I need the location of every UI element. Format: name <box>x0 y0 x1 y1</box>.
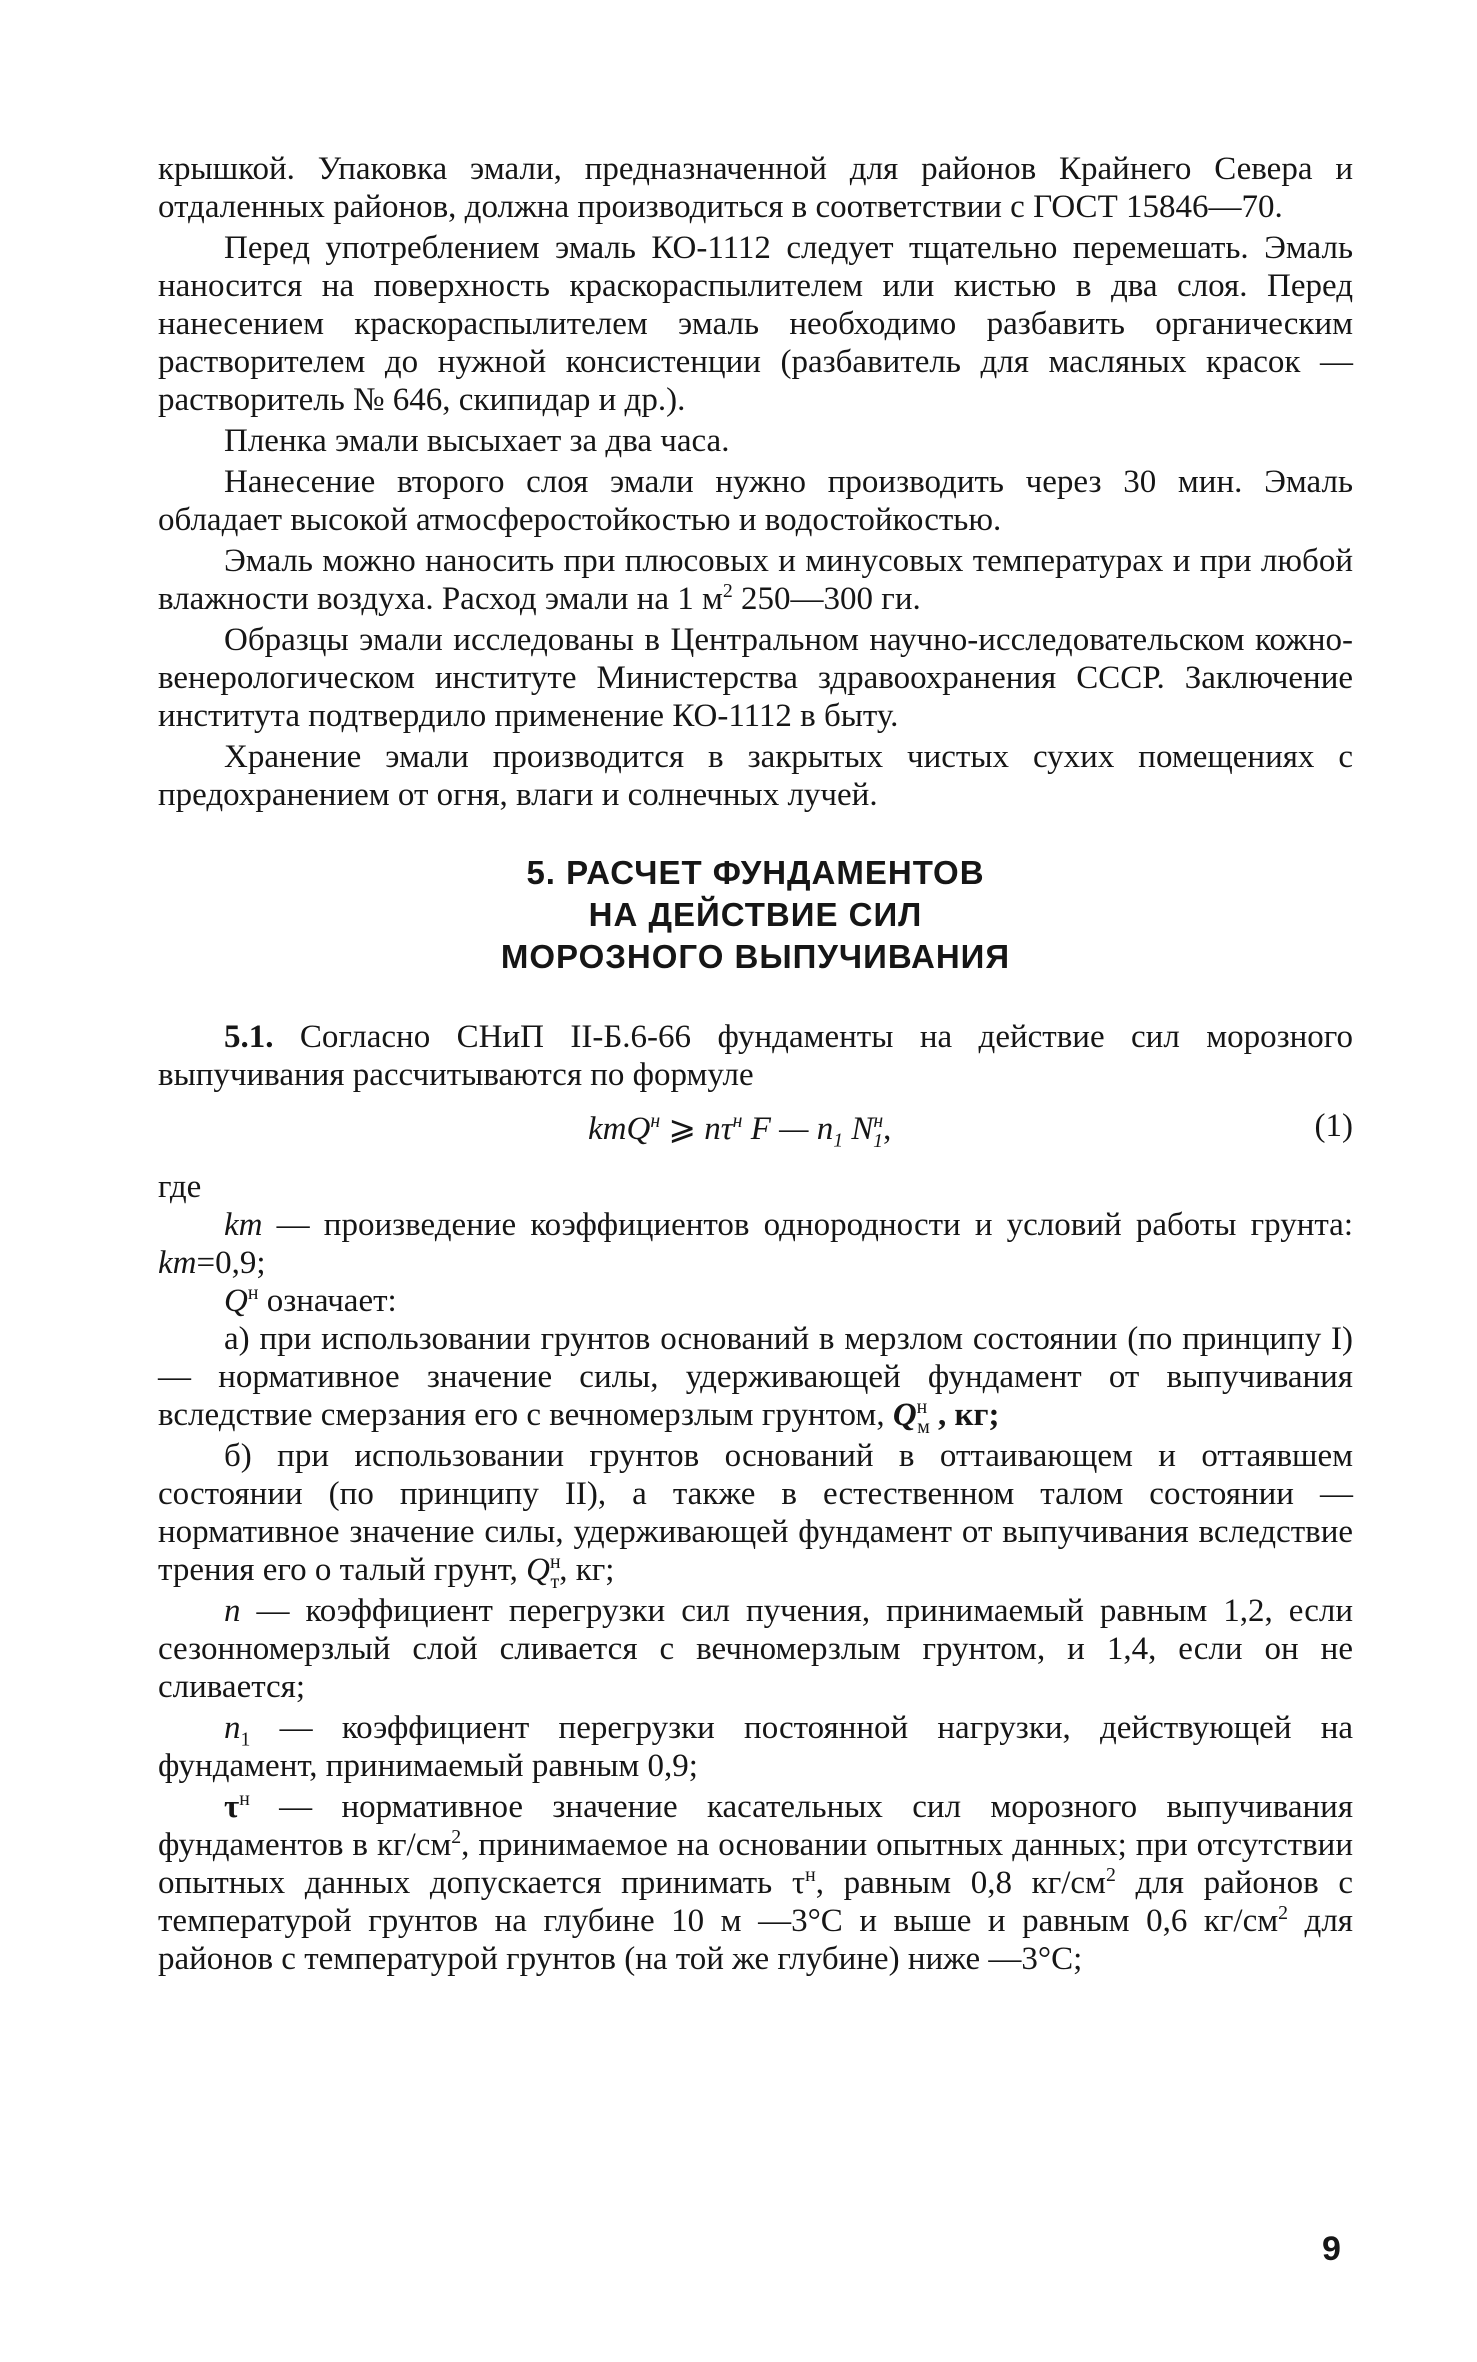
definition-q <box>158 1282 1353 1320</box>
heading-line: 5. РАСЧЕТ ФУНДАМЕНТОВ <box>526 854 985 891</box>
text-span: — нормативное значение касательных сил морозного выпучивания фундаментов в кг/см <box>158 1789 1353 1863</box>
term: n <box>224 1593 241 1629</box>
subscript: м <box>917 1415 930 1438</box>
unit: , кг; <box>559 1552 615 1588</box>
unit: , кг; <box>929 1397 1000 1433</box>
formula-number: (1) <box>1314 1108 1353 1144</box>
term: n <box>224 1710 241 1746</box>
superscript: 2 <box>451 1826 462 1848</box>
subscript: т <box>550 1570 560 1593</box>
formula-operator: ⩾ <box>660 1111 705 1147</box>
definition-a <box>158 1320 1353 1438</box>
formula-part: , <box>883 1111 892 1147</box>
where-label: где <box>158 1169 202 1205</box>
formula-part: nτ <box>704 1111 733 1147</box>
text-span: для районов с температурой грунтов на глубине 10 м —3°С и выше и равным 0,6 кг/см <box>158 1865 1353 1939</box>
superscript: н <box>805 1864 816 1886</box>
section-number: 5.1. <box>224 1019 274 1055</box>
superscript: н <box>732 1110 743 1132</box>
subscript: 1 <box>833 1129 844 1152</box>
text-span: Эмаль можно наносить при плюсовых и минусовых температурах и при любой влажности воздуха. Расход эмали на 1 м <box>158 543 1353 617</box>
paragraph: Нанесение второго слоя эмали нужно производить через 30 мин. Эмаль обладает высокой атмосферостойкостью и водостойкостью. <box>158 464 1353 538</box>
subscript: 1 <box>240 1728 251 1751</box>
text-span: б) при использовании грунтов оснований в оттаивающем и оттаявшем состоянии (по принципу II), а также в естественном талом состоянии — нормативное значение силы, удерживающей фундамент от выпучивания вследствие трения его о талый грунт, <box>158 1438 1353 1588</box>
paragraph-consumption <box>158 542 1353 618</box>
paragraph: крышкой. Упаковка эмали, предназначенной для районов Крайнего Севера и отдаленных районов, должна производиться в соответствии с ГОСТ 15846—70. <box>158 151 1353 225</box>
section-heading <box>158 852 1353 978</box>
text-span: Согласно СНиП II-Б.6-66 фундаменты на действие сил морозного выпучивания рассчитываются по формуле <box>158 1019 1353 1093</box>
superscript: 2 <box>1105 1864 1116 1886</box>
definition-b <box>158 1437 1353 1593</box>
text-span: — коэффициент перегрузки постоянной нагрузки, действующей на фундамент, принимаемый равным 0,9; <box>158 1710 1353 1784</box>
text-span: , принимаемое на основании опытных данных; при отсутствии опытных данных допускается принимать τ <box>158 1827 1354 1901</box>
term: Q <box>892 1397 917 1433</box>
section-paragraph <box>158 1018 1353 1094</box>
superscript: н <box>916 1396 928 1418</box>
text-span: , равным 0,8 кг/см <box>815 1865 1106 1901</box>
term: km <box>224 1207 263 1243</box>
paragraph: Пленка эмали высыхает за два часа. <box>224 423 730 459</box>
superscript: н <box>650 1110 661 1132</box>
formula-part: N <box>843 1111 874 1147</box>
superscript: н <box>247 1282 259 1304</box>
term: Q <box>526 1552 550 1588</box>
text-span: =0,9; <box>196 1245 266 1281</box>
superscript: 2 <box>722 580 733 602</box>
text-span: 250—300 ги. <box>732 581 921 617</box>
formula-part: kmQ <box>588 1111 651 1147</box>
paragraph: Образцы эмали исследованы в Центральном научно-исследовательском кожно-венерологическом институте Министерства здравоохранения СССР. Заключение института подтвердило применение КО-1112 в быту. <box>158 622 1353 734</box>
subscript: 1 <box>873 1129 884 1152</box>
term: τ <box>224 1789 240 1825</box>
text-span: для районов с температурой грунтов (на той же глубине) ниже —3°С; <box>158 1903 1353 1977</box>
definition-km <box>158 1206 1353 1282</box>
superscript: н <box>239 1788 250 1810</box>
text-span: — произведение коэффициентов однородности и условий работы грунта: <box>262 1207 1353 1243</box>
text-span: означает: <box>258 1283 397 1319</box>
heading-line: МОРОЗНОГО ВЫПУЧИВАНИЯ <box>500 938 1011 975</box>
formula-part: F — n <box>742 1111 834 1147</box>
heading-line: НА ДЕЙСТВИЕ СИЛ <box>588 896 923 933</box>
paragraph: Перед употреблением эмаль КО-1112 следует тщательно перемешать. Эмаль наносится на поверхность краскораспылителем или кистью в два слоя. Перед нанесением краскораспылителем эмаль необходимо разбавить органическим растворителем до нужной консистенции (разбавитель для масляных красок — растворитель № 646, скипидар и др.). <box>158 230 1353 418</box>
superscript: н <box>873 1110 884 1132</box>
term: Q <box>224 1283 248 1319</box>
text-span: — коэффициент перегрузки сил пучения, принимаемый равным 1,2, если сезонномерзлый слой сливается с вечномерзлым грунтом, и 1,4, если он не сливается; <box>158 1593 1353 1705</box>
superscript: 2 <box>1278 1902 1289 1924</box>
superscript: н <box>549 1551 561 1573</box>
formula-row <box>158 1100 1353 1154</box>
formula <box>588 1108 892 1152</box>
definition-tau <box>158 1788 1353 1978</box>
page-number: 9 <box>1322 2230 1341 2268</box>
text-span: а) при использовании грунтов оснований в мерзлом состоянии (по принципу I) — нормативное значение силы, удерживающей фундамент от выпучивания вследствие смерзания его с вечномерзлым грунтом, <box>158 1321 1353 1433</box>
definition-n <box>158 1592 1353 1706</box>
document-page <box>158 150 1353 1978</box>
definition-n1 <box>158 1709 1353 1785</box>
term: km <box>158 1245 197 1281</box>
paragraph: Хранение эмали производится в закрытых чистых сухих помещениях с предохранением от огня, влаги и солнечных лучей. <box>158 739 1353 813</box>
